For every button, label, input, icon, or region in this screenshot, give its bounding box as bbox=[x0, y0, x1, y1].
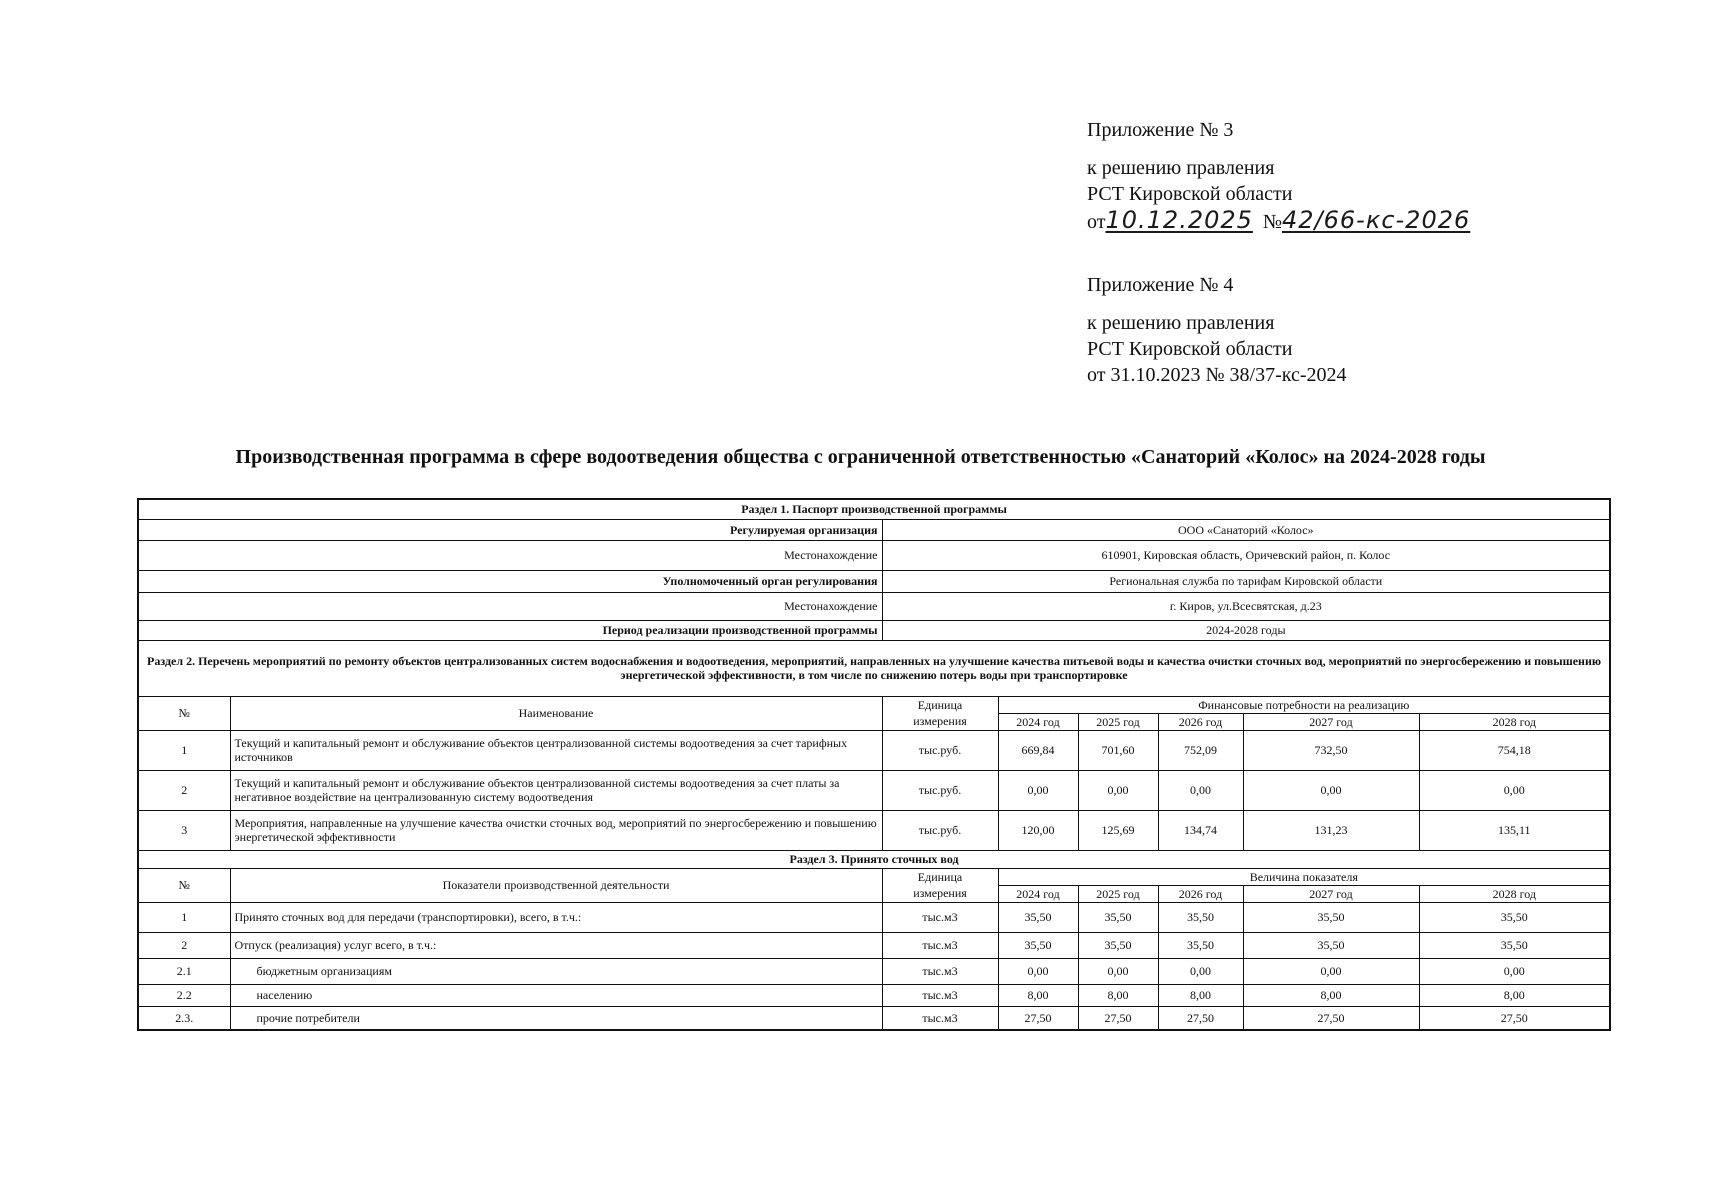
row-value: 8,00 bbox=[1243, 984, 1419, 1006]
row-name: бюджетным организациям bbox=[230, 958, 882, 984]
row-value: 27,50 bbox=[1419, 1006, 1610, 1030]
row-value: 0,00 bbox=[1419, 770, 1610, 810]
row-value: 752,09 bbox=[1158, 730, 1243, 770]
section-1-title: Раздел 1. Паспорт производственной программы bbox=[138, 499, 1610, 519]
passport-label: Уполномоченный орган регулирования bbox=[138, 570, 882, 592]
column-header-unit-top: Единица bbox=[882, 696, 998, 713]
passport-value: Региональная служба по тарифам Кировской области bbox=[882, 570, 1610, 592]
row-value: 0,00 bbox=[998, 770, 1078, 810]
row-number: 1 bbox=[138, 902, 230, 932]
year-header: 2027 год bbox=[1243, 885, 1419, 902]
passport-row bbox=[138, 540, 1610, 570]
row-name: Принято сточных вод для передачи (транспортировки), всего, в т.ч.: bbox=[230, 902, 882, 932]
row-value: 754,18 bbox=[1419, 730, 1610, 770]
appendix-3-line1: к решению правления bbox=[1087, 157, 1275, 179]
row-number: 3 bbox=[138, 810, 230, 850]
passport-row bbox=[138, 592, 1610, 620]
row-value: 27,50 bbox=[998, 1006, 1078, 1030]
section-3-header-row bbox=[138, 868, 1610, 885]
row-number: 2.1 bbox=[138, 958, 230, 984]
row-value: 8,00 bbox=[1158, 984, 1243, 1006]
row-name: прочие потребители bbox=[230, 1006, 882, 1030]
appendix-3-number-label: № bbox=[1262, 211, 1282, 233]
row-unit: тыс.м3 bbox=[882, 958, 998, 984]
passport-value: ООО «Санаторий «Колос» bbox=[882, 519, 1610, 540]
row-value: 0,00 bbox=[998, 958, 1078, 984]
row-value: 8,00 bbox=[998, 984, 1078, 1006]
row-value: 35,50 bbox=[1243, 932, 1419, 958]
row-value: 8,00 bbox=[1419, 984, 1610, 1006]
section-2-title-row bbox=[138, 640, 1610, 696]
appendix-3-title: Приложение № 3 bbox=[1087, 119, 1234, 141]
row-value: 0,00 bbox=[1243, 770, 1419, 810]
appendix-4-block bbox=[1087, 272, 1347, 388]
year-header: 2026 год bbox=[1158, 713, 1243, 730]
table-row bbox=[138, 810, 1610, 850]
row-value: 0,00 bbox=[1419, 958, 1610, 984]
row-value: 120,00 bbox=[998, 810, 1078, 850]
row-value: 27,50 bbox=[1243, 1006, 1419, 1030]
row-value: 35,50 bbox=[1419, 932, 1610, 958]
passport-value: г. Киров, ул.Всесвятская, д.23 bbox=[882, 592, 1610, 620]
column-header-number: № bbox=[138, 868, 230, 902]
row-value: 27,50 bbox=[1158, 1006, 1243, 1030]
row-value: 35,50 bbox=[998, 902, 1078, 932]
appendix-4-line3: от 31.10.2023 № 38/37-кс-2024 bbox=[1087, 364, 1347, 386]
row-unit: тыс.руб. bbox=[882, 810, 998, 850]
row-name: Отпуск (реализация) услуг всего, в т.ч.: bbox=[230, 932, 882, 958]
appendix-3-from: от bbox=[1087, 211, 1106, 233]
row-value: 0,00 bbox=[1243, 958, 1419, 984]
row-unit: тыс.м3 bbox=[882, 984, 998, 1006]
row-value: 131,23 bbox=[1243, 810, 1419, 850]
row-value: 35,50 bbox=[1243, 902, 1419, 932]
row-unit: тыс.руб. bbox=[882, 770, 998, 810]
year-header: 2026 год bbox=[1158, 885, 1243, 902]
column-header-group: Финансовые потребности на реализацию bbox=[998, 696, 1610, 713]
row-value: 701,60 bbox=[1078, 730, 1158, 770]
row-name: Текущий и капитальный ремонт и обслуживание объектов централизованной системы водоотведения за счет тарифных источников bbox=[230, 730, 882, 770]
row-value: 0,00 bbox=[1158, 958, 1243, 984]
row-unit: тыс.м3 bbox=[882, 932, 998, 958]
row-value: 732,50 bbox=[1243, 730, 1419, 770]
row-value: 669,84 bbox=[998, 730, 1078, 770]
section-2-header-row bbox=[138, 696, 1610, 713]
row-value: 35,50 bbox=[998, 932, 1078, 958]
appendix-3-date-line bbox=[1087, 207, 1470, 235]
appendix-4-title: Приложение № 4 bbox=[1087, 274, 1234, 296]
passport-label: Местонахождение bbox=[138, 592, 882, 620]
year-header: 2025 год bbox=[1078, 885, 1158, 902]
row-value: 0,00 bbox=[1158, 770, 1243, 810]
row-number: 2 bbox=[138, 770, 230, 810]
passport-label: Регулируемая организация bbox=[138, 519, 882, 540]
year-header: 2024 год bbox=[998, 713, 1078, 730]
row-number: 2.2 bbox=[138, 984, 230, 1006]
year-header: 2027 год bbox=[1243, 713, 1419, 730]
passport-row bbox=[138, 570, 1610, 592]
row-value: 0,00 bbox=[1078, 770, 1158, 810]
section-2-title: Раздел 2. Перечень мероприятий по ремонту объектов централизованных систем водоснабжения и водоотведения, мероприятий, направленных на улучшение качества питьевой воды и качества очистки сточных вод, мероприятий по энергосбережению и повышению энергетической эффективности, в том числе по снижению потерь воды при транспортировке bbox=[138, 640, 1610, 696]
appendix-3-block bbox=[1087, 117, 1470, 235]
row-value: 35,50 bbox=[1078, 932, 1158, 958]
row-value: 135,11 bbox=[1419, 810, 1610, 850]
row-number: 2 bbox=[138, 932, 230, 958]
column-header-number: № bbox=[138, 696, 230, 730]
column-header-name: Наименование bbox=[230, 696, 882, 730]
year-header: 2025 год bbox=[1078, 713, 1158, 730]
year-header: 2024 год bbox=[998, 885, 1078, 902]
passport-value: 610901, Кировская область, Оричевский район, п. Колос bbox=[882, 540, 1610, 570]
table-row bbox=[138, 730, 1610, 770]
row-value: 35,50 bbox=[1419, 902, 1610, 932]
column-header-group: Величина показателя bbox=[998, 868, 1610, 885]
appendix-4-line2: РСТ Кировской области bbox=[1087, 338, 1293, 360]
row-value: 27,50 bbox=[1078, 1006, 1158, 1030]
table-row bbox=[138, 902, 1610, 932]
passport-label: Период реализации производственной программы bbox=[138, 620, 882, 640]
row-value: 35,50 bbox=[1078, 902, 1158, 932]
table-row bbox=[138, 770, 1610, 810]
row-name: Мероприятия, направленные на улучшение качества очистки сточных вод, мероприятий по энергосбережению и повышению энергетической эффективности bbox=[230, 810, 882, 850]
passport-label: Местонахождение bbox=[138, 540, 882, 570]
passport-row bbox=[138, 620, 1610, 640]
appendix-4-line1: к решению правления bbox=[1087, 312, 1275, 334]
year-header: 2028 год bbox=[1419, 885, 1610, 902]
row-value: 35,50 bbox=[1158, 932, 1243, 958]
table-row bbox=[138, 984, 1610, 1006]
section-1-title-row bbox=[138, 499, 1610, 519]
document-title: Производственная программа в сфере водоотведения общества с ограниченной ответственностью «Санаторий «Колос» на 2024-2028 годы bbox=[235, 446, 1486, 468]
passport-row bbox=[138, 519, 1610, 540]
row-unit: тыс.м3 bbox=[882, 902, 998, 932]
table-row bbox=[138, 958, 1610, 984]
row-number: 1 bbox=[138, 730, 230, 770]
section-3-title: Раздел 3. Принято сточных вод bbox=[138, 850, 1610, 868]
section-3-title-row bbox=[138, 850, 1610, 868]
row-name: Текущий и капитальный ремонт и обслуживание объектов централизованной системы водоотведения за счет платы за негативное воздействие на централизованную систему водоотведения bbox=[230, 770, 882, 810]
row-value: 125,69 bbox=[1078, 810, 1158, 850]
appendix-3-line2: РСТ Кировской области bbox=[1087, 183, 1293, 205]
column-header-indicator: Показатели производственной деятельности bbox=[230, 868, 882, 902]
row-value: 134,74 bbox=[1158, 810, 1243, 850]
row-name: населению bbox=[230, 984, 882, 1006]
production-program-table bbox=[137, 498, 1611, 1031]
year-header: 2028 год bbox=[1419, 713, 1610, 730]
row-value: 0,00 bbox=[1078, 958, 1158, 984]
row-value: 35,50 bbox=[1158, 902, 1243, 932]
row-unit: тыс.м3 bbox=[882, 1006, 998, 1030]
table-row bbox=[138, 932, 1610, 958]
column-header-unit-bottom: измерения bbox=[882, 713, 998, 730]
appendix-3-handwritten-number: 42/66-кс-2026 bbox=[1282, 206, 1471, 234]
passport-value: 2024-2028 годы bbox=[882, 620, 1610, 640]
row-unit: тыс.руб. bbox=[882, 730, 998, 770]
column-header-unit-bottom: измерения bbox=[882, 885, 998, 902]
appendix-3-handwritten-date: 10.12.2025 bbox=[1105, 206, 1253, 234]
column-header-unit-top: Единица bbox=[882, 868, 998, 885]
row-number: 2.3. bbox=[138, 1006, 230, 1030]
table-row bbox=[138, 1006, 1610, 1030]
row-value: 8,00 bbox=[1078, 984, 1158, 1006]
